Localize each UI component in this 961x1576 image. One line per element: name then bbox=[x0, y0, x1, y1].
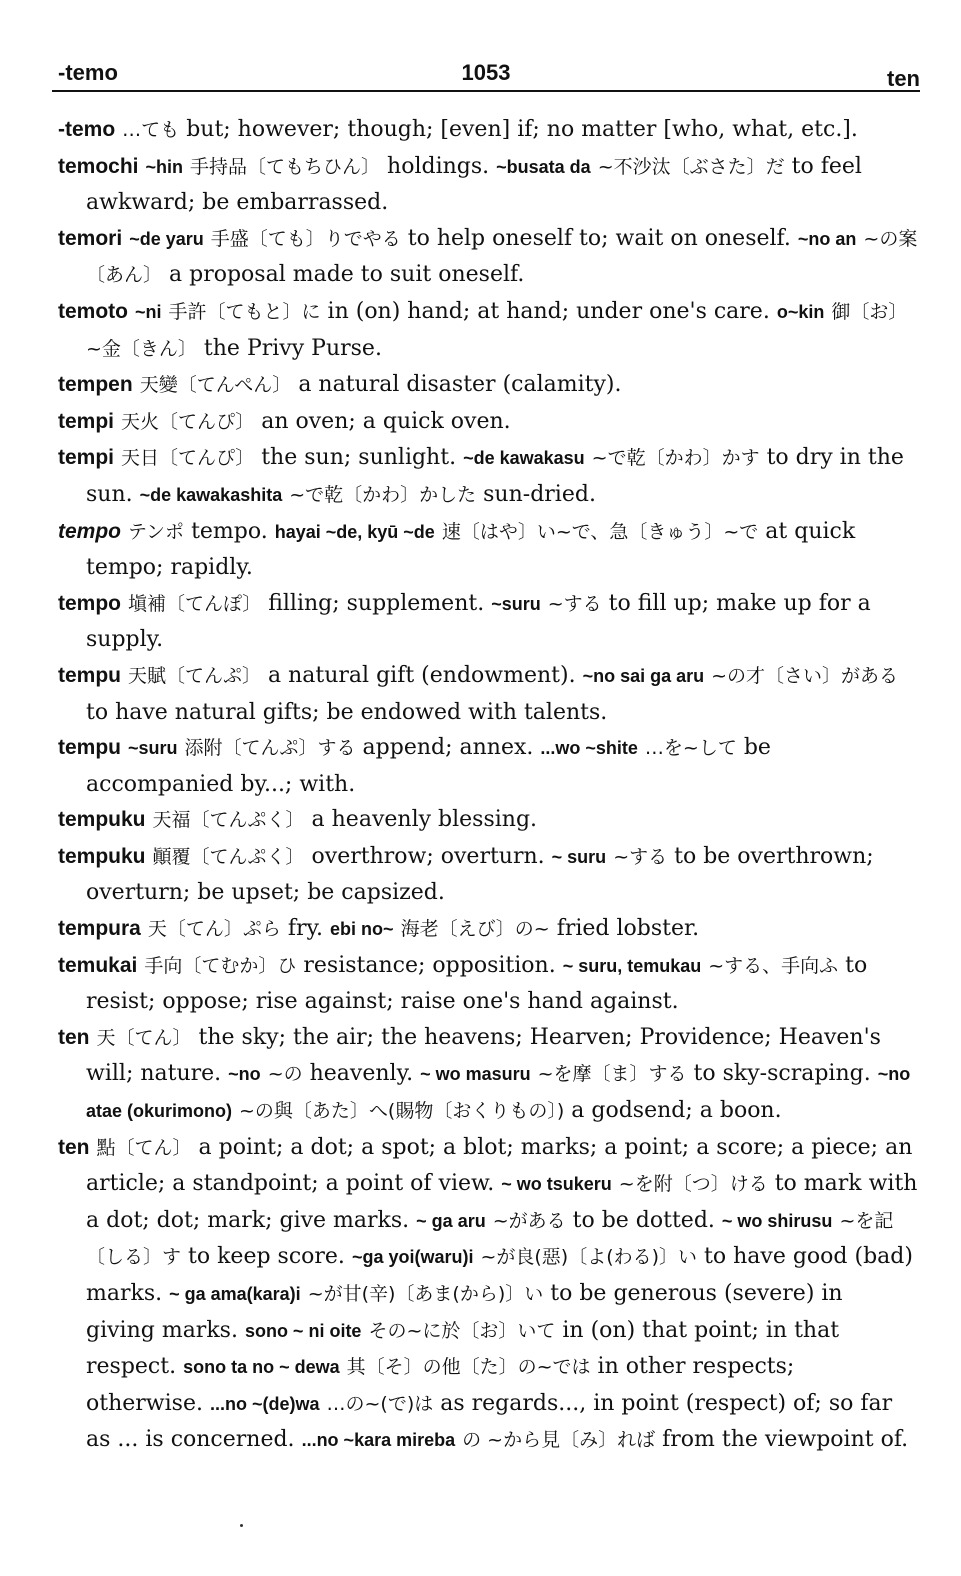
english-definition: holdings. bbox=[387, 153, 490, 179]
romaji-phrase: ~suru bbox=[491, 593, 541, 614]
dictionary-entry bbox=[58, 658, 918, 730]
entry-headword: tempi bbox=[58, 446, 115, 470]
dictionary-entry bbox=[58, 911, 918, 948]
japanese-text: 手許〔てもと〕に bbox=[168, 300, 321, 323]
dictionary-entry bbox=[58, 1020, 918, 1130]
entry-headword: ten bbox=[58, 1135, 90, 1159]
english-definition: to dry in the sun. bbox=[86, 445, 904, 507]
english-definition: to have natural gifts; be endowed with talents. bbox=[86, 699, 608, 725]
entry-headword: temochi bbox=[58, 154, 139, 178]
english-definition: an oven; a quick oven. bbox=[261, 408, 511, 434]
english-definition: append; annex. bbox=[362, 735, 534, 761]
english-definition: from the viewpoint of. bbox=[662, 1427, 909, 1453]
entry-headword: tempuku bbox=[58, 844, 146, 868]
entry-headword: tempu bbox=[58, 663, 121, 687]
japanese-text: 天火〔てんぴ〕 bbox=[121, 410, 255, 433]
romaji-phrase: sono ~ ni oite bbox=[244, 1320, 362, 1341]
english-definition: but; however; though; [even] if; no matter [who, what, etc.]. bbox=[186, 117, 858, 142]
japanese-text: ~が甘(辛)〔あま(から)〕い bbox=[307, 1283, 544, 1305]
dictionary-entry bbox=[58, 149, 918, 221]
english-definition: to be generous (severe) in giving marks. bbox=[86, 1281, 843, 1343]
english-definition: in other respects; otherwise. bbox=[86, 1354, 795, 1416]
english-definition: in (on) hand; at hand; under one's care. bbox=[327, 298, 770, 324]
running-head-right: ten bbox=[887, 66, 920, 91]
english-definition: at quick tempo; rapidly. bbox=[86, 518, 856, 581]
japanese-text: 海老〔えび〕の~ bbox=[400, 918, 550, 941]
japanese-text: 顚覆〔てんぷく〕 bbox=[152, 845, 305, 868]
english-definition: to sky-scraping. bbox=[693, 1061, 871, 1087]
japanese-text: ~を附〔つ〕ける bbox=[618, 1173, 768, 1196]
romaji-phrase: ~suru bbox=[128, 738, 178, 759]
japanese-text: 天〔てん〕ぷら bbox=[147, 918, 281, 941]
japanese-text: …を~して bbox=[644, 737, 737, 760]
english-definition: the sky; the air; the heavens; Hearven; Providence; Heaven's will; nature. bbox=[86, 1024, 881, 1087]
running-head bbox=[52, 56, 920, 92]
romaji-phrase: ebi no~ bbox=[330, 919, 394, 940]
english-definition: the sun; sunlight. bbox=[261, 445, 457, 471]
english-definition: filling; supplement. bbox=[268, 590, 485, 616]
dictionary-entry bbox=[58, 514, 918, 586]
dictionary-entry bbox=[58, 440, 918, 513]
romaji-phrase: ~de kawakasu bbox=[463, 448, 585, 469]
entry-headword: -temo bbox=[58, 118, 116, 141]
page-number: 1053 bbox=[461, 60, 511, 85]
japanese-text: ~が良(惡)〔よ(わる)〕い bbox=[480, 1246, 698, 1269]
romaji-phrase: ~no bbox=[228, 1064, 261, 1085]
romaji-phrase: ...no ~kara mireba bbox=[301, 1430, 456, 1451]
japanese-text: ~する bbox=[613, 845, 668, 868]
dictionary-entry bbox=[58, 839, 918, 911]
entry-headword: tempuku bbox=[58, 808, 146, 832]
dictionary-entry bbox=[58, 112, 918, 149]
japanese-text: ~する、手向ふ bbox=[708, 954, 839, 977]
entry-headword: ten bbox=[58, 1025, 90, 1049]
japanese-text: 手持品〔てもちひん〕 bbox=[190, 155, 381, 178]
japanese-text: 御〔お〕~金〔きん〕 bbox=[86, 300, 908, 360]
romaji-phrase: ~hin bbox=[145, 156, 184, 177]
entry-headword: temukai bbox=[58, 953, 138, 977]
japanese-text: 天日〔てんぴ〕 bbox=[121, 447, 255, 470]
english-definition: be accompanied by...; with. bbox=[86, 735, 771, 797]
romaji-phrase: ~ wo shirusu bbox=[721, 1210, 833, 1231]
romaji-phrase: ~ wo masuru bbox=[420, 1064, 531, 1085]
english-definition: overthrow; overturn. bbox=[311, 843, 545, 869]
english-definition: a natural gift (endowment). bbox=[268, 662, 576, 688]
english-definition: resistance; opposition. bbox=[303, 952, 556, 978]
dictionary-entry bbox=[58, 586, 918, 658]
english-definition: as regards..., in point (respect) of; so far as ... is concerned. bbox=[86, 1390, 893, 1453]
english-definition: fried lobster. bbox=[556, 916, 700, 942]
dictionary-entry bbox=[58, 802, 918, 839]
entry-headword: tempo bbox=[58, 519, 121, 543]
dictionary-entry bbox=[58, 404, 918, 441]
japanese-text: ~の案〔あん〕 bbox=[86, 227, 918, 287]
romaji-phrase: sono ta no ~ dewa bbox=[183, 1357, 340, 1378]
japanese-text: 天變〔てんぺん〕 bbox=[139, 374, 292, 397]
japanese-text: 點〔てん〕 bbox=[96, 1136, 192, 1159]
romaji-phrase: hayai ~de, kyū ~de bbox=[274, 521, 435, 542]
english-definition: a point; a dot; a spot; a blot; marks; a point; a score; a piece; an article; a standpoint; a point of view. bbox=[86, 1134, 913, 1197]
running-head-left: -temo bbox=[58, 60, 118, 85]
english-definition: a proposal made to suit oneself. bbox=[169, 262, 525, 288]
japanese-text: 手盛〔ても〕りでやる bbox=[210, 227, 401, 250]
romaji-phrase: ~ suru, temukau bbox=[562, 955, 702, 976]
romaji-phrase: ~de yaru bbox=[129, 228, 204, 249]
japanese-text: ~の才〔さい〕がある bbox=[711, 664, 899, 687]
romaji-phrase: ~de kawakashita bbox=[139, 484, 283, 505]
english-definition: to mark with a dot; dot; mark; give marks. bbox=[86, 1171, 918, 1233]
english-definition: a godsend; a boon. bbox=[571, 1098, 782, 1124]
english-definition: to fill up; make up for a supply. bbox=[86, 590, 871, 653]
english-definition: sun-dried. bbox=[483, 481, 596, 507]
japanese-text: 手向〔てむか〕ひ bbox=[144, 954, 297, 977]
romaji-phrase: ~ wo tsukeru bbox=[501, 1174, 612, 1195]
english-definition: to help oneself to; wait on oneself. bbox=[407, 225, 791, 251]
romaji-phrase: o~kin bbox=[776, 301, 825, 322]
japanese-text: ~を摩〔ま〕する bbox=[537, 1063, 687, 1086]
japanese-text: その~に於〔お〕いて bbox=[368, 1319, 556, 1342]
romaji-phrase: ~no an bbox=[797, 228, 857, 249]
japanese-text: ~の bbox=[267, 1063, 303, 1086]
entry-headword: temori bbox=[58, 226, 123, 250]
romaji-phrase: ~ suru bbox=[551, 846, 607, 867]
japanese-text: の ~から見〔み〕れば bbox=[462, 1429, 656, 1452]
japanese-text: 添附〔てんぷ〕する bbox=[184, 737, 356, 760]
dictionary-entry bbox=[58, 221, 918, 294]
japanese-text: 速〔はや〕い~で、急〔きゅう〕~で bbox=[441, 520, 759, 543]
japanese-text: ~で乾〔かわ〕かす bbox=[591, 447, 760, 470]
romaji-phrase: ~ni bbox=[135, 301, 162, 322]
english-definition: in (on) that point; in that respect. bbox=[86, 1317, 840, 1380]
romaji-phrase: ~ ga ama(kara)i bbox=[169, 1284, 301, 1304]
dictionary-entry bbox=[58, 294, 918, 367]
english-definition: the Privy Purse. bbox=[203, 335, 382, 361]
japanese-text: ~を記〔しる〕す bbox=[86, 1209, 894, 1269]
japanese-text: …の~(で)は bbox=[326, 1392, 434, 1415]
dictionary-entry bbox=[58, 730, 918, 802]
english-definition: to have good (bad) marks. bbox=[86, 1244, 913, 1306]
entry-headword: tempen bbox=[58, 373, 133, 397]
japanese-text: 天〔てん〕 bbox=[96, 1026, 192, 1049]
dictionary-entry bbox=[58, 1130, 918, 1459]
entry-list bbox=[58, 112, 918, 1459]
entry-headword: tempi bbox=[58, 409, 115, 433]
romaji-phrase: ~ga yoi(waru)i bbox=[351, 1247, 474, 1268]
japanese-text: ~がある bbox=[492, 1209, 566, 1232]
english-definition: fry. bbox=[287, 916, 324, 942]
entry-headword: tempo bbox=[58, 591, 121, 615]
english-definition: a natural disaster (calamity). bbox=[298, 372, 622, 398]
japanese-text: ~不沙汰〔ぶさた〕だ bbox=[597, 155, 785, 178]
japanese-text: 其〔そ〕の他〔た〕の~では bbox=[346, 1356, 591, 1379]
japanese-text: 塡補〔てんぽ〕 bbox=[128, 592, 262, 615]
japanese-text: 天福〔てんぷく〕 bbox=[152, 809, 305, 832]
print-speck bbox=[240, 1524, 243, 1527]
entry-headword: temoto bbox=[58, 299, 128, 323]
japanese-text: テンポ bbox=[128, 520, 185, 543]
romaji-phrase: ~no sai ga aru bbox=[582, 665, 705, 686]
english-definition: heavenly. bbox=[309, 1061, 414, 1087]
romaji-phrase: ...no ~(de)wa bbox=[209, 1393, 320, 1414]
english-definition: to resist; oppose; rise against; raise one's hand against. bbox=[86, 952, 868, 1015]
english-definition: a heavenly blessing. bbox=[311, 807, 538, 833]
japanese-text: ~する bbox=[547, 592, 602, 615]
english-definition: to feel awkward; be embarrassed. bbox=[86, 153, 862, 216]
japanese-text: ~の與〔あた〕へ(賜物〔おくりもの〕) bbox=[239, 1100, 565, 1123]
romaji-phrase: ~ ga aru bbox=[416, 1210, 486, 1231]
english-definition: to be dotted. bbox=[572, 1207, 715, 1233]
dictionary-entry bbox=[58, 948, 918, 1020]
romaji-phrase: ...wo ~shite bbox=[540, 738, 638, 759]
romaji-phrase: ~no atae (okurimono) bbox=[86, 1064, 911, 1122]
entry-headword: tempura bbox=[58, 917, 141, 941]
english-definition: to be overthrown; overturn; be upset; be capsized. bbox=[86, 843, 874, 906]
english-definition: to keep score. bbox=[188, 1244, 345, 1270]
romaji-phrase: ~busata da bbox=[496, 156, 591, 177]
japanese-text: ~で乾〔かわ〕かした bbox=[289, 483, 477, 506]
entry-headword: tempu bbox=[58, 736, 121, 760]
english-definition: tempo. bbox=[191, 518, 268, 544]
dictionary-entry bbox=[58, 367, 918, 404]
japanese-text: 天賦〔てんぷ〕 bbox=[128, 664, 262, 687]
japanese-text: …ても bbox=[122, 119, 180, 141]
